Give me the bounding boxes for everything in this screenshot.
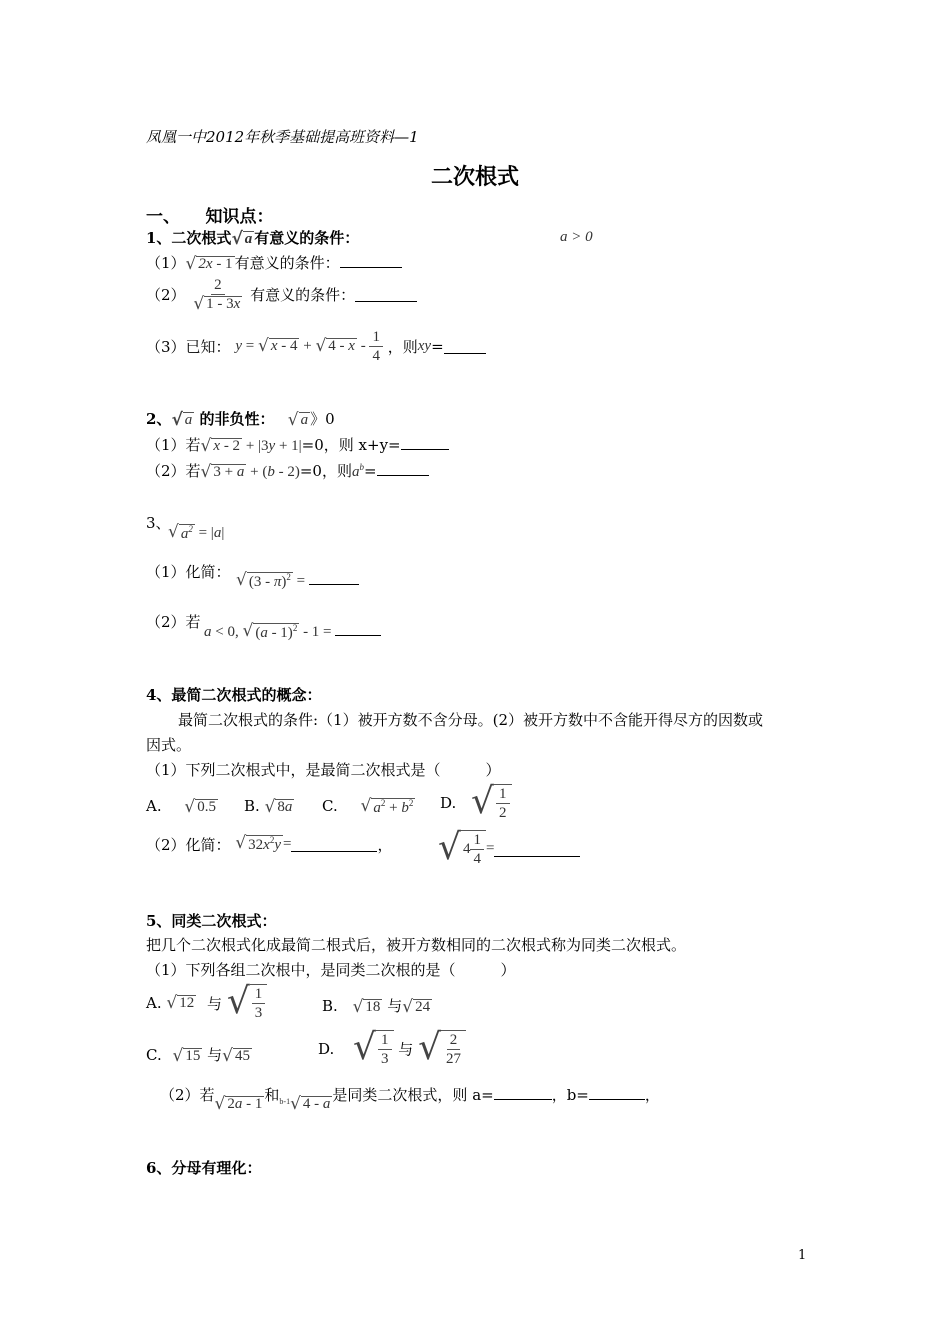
s5-q1: （1）下列各组二次根中，是同类二次根的是（ ） xyxy=(146,961,516,979)
s4-option-b: B. √ 8a xyxy=(244,796,293,817)
s4-option-c: C. √ $a^2 + b^2$ xyxy=(322,795,414,816)
s2-q1: （1）若 √ x - 2 + |3y + 1|=0，则 x+y= xyxy=(146,434,449,455)
s5-option-c: C. √ 15 与 √ 45 xyxy=(146,1045,250,1066)
s4-option-d: D. √ $\frac{1}{2}$ xyxy=(440,784,512,822)
s5-heading: 5、同类二次根式： xyxy=(146,912,277,930)
s4-q1: （1）下列二次根式中，是最简二次根式是（ ） xyxy=(146,761,501,779)
s5-q2: （2）若 √ 2a - 1 和$_{b-1}$ √ 4 - a 是同类二次根式，则 a= ，b= ， xyxy=(160,1086,660,1114)
s4-q2: （2）化简： √ $32x^2y$ = ， xyxy=(146,833,393,854)
s5-option-d: D. √ $\frac{1}{3}$ 与 √ $\frac{2}{27}$ xyxy=(318,1030,466,1068)
s6-heading: 6、分母有理化： xyxy=(146,1159,262,1177)
s1-q3: （3）已知： y = √ x - 4 + √ 4 - x - $\frac{1}{4}$ ，则xy= xyxy=(146,328,486,365)
s4-body-line2: 因式。 xyxy=(146,736,192,754)
s5-option-b: B. √ 18 与 √ 24 xyxy=(322,996,431,1017)
page-title: 二次根式 xyxy=(430,164,519,189)
s1-condition: a > 0 xyxy=(560,229,593,245)
s2-q2: （2）若 √ 3 + a + (b - 2)=0，则$a^b=$ xyxy=(146,460,429,481)
s5-body: 把几个二次根式化成最简二根式后，被开方数相同的二次根式称为同类二次根式。 xyxy=(146,936,687,954)
s3-formula: √ $a^2$ = |a| xyxy=(168,521,225,542)
s3-q1-expr: √ (3 - π)$^2$ = xyxy=(236,570,359,590)
s4-option-a: A. √ 0.5 xyxy=(146,796,216,817)
s1-q2: （2） 2 √ 1 - 3x 有意义的条件： xyxy=(146,276,417,313)
s3-q2: （2）若 xyxy=(146,613,201,631)
page-number: 1 xyxy=(798,1248,807,1263)
s4-q2-expr2: √ 4 $\frac{1}{4}$ = xyxy=(438,830,580,868)
header-text: 凤凰一中2012年秋季基础提高班资料—1 xyxy=(146,128,419,146)
s4-heading: 4、最简二次根式的概念： xyxy=(146,686,322,704)
s3-label: 3、 xyxy=(146,514,171,532)
s3-q2-expr: a < 0, √ (a - 1)$^2$ - 1 = xyxy=(204,621,381,641)
s1-heading: 1、二次根式 √ a 有意义的条件： xyxy=(146,228,360,249)
s5-option-a: A. √ 12 与 √ $\frac{1}{3}$ xyxy=(146,984,267,1022)
s2-heading: 2、 √ a 的非负性： √ a 》0 xyxy=(146,409,335,430)
section-heading: 一、 知识点： xyxy=(146,207,274,227)
s3-q1: （1）化简： xyxy=(146,563,231,581)
s1-q1: （1） √ 2x - 1 有意义的条件： xyxy=(146,252,402,273)
s4-body-line1: 最简二次根式的条件:（1）被开方数不含分母。(2）被开方数中不含能开得尽方的因数或 xyxy=(178,711,763,729)
